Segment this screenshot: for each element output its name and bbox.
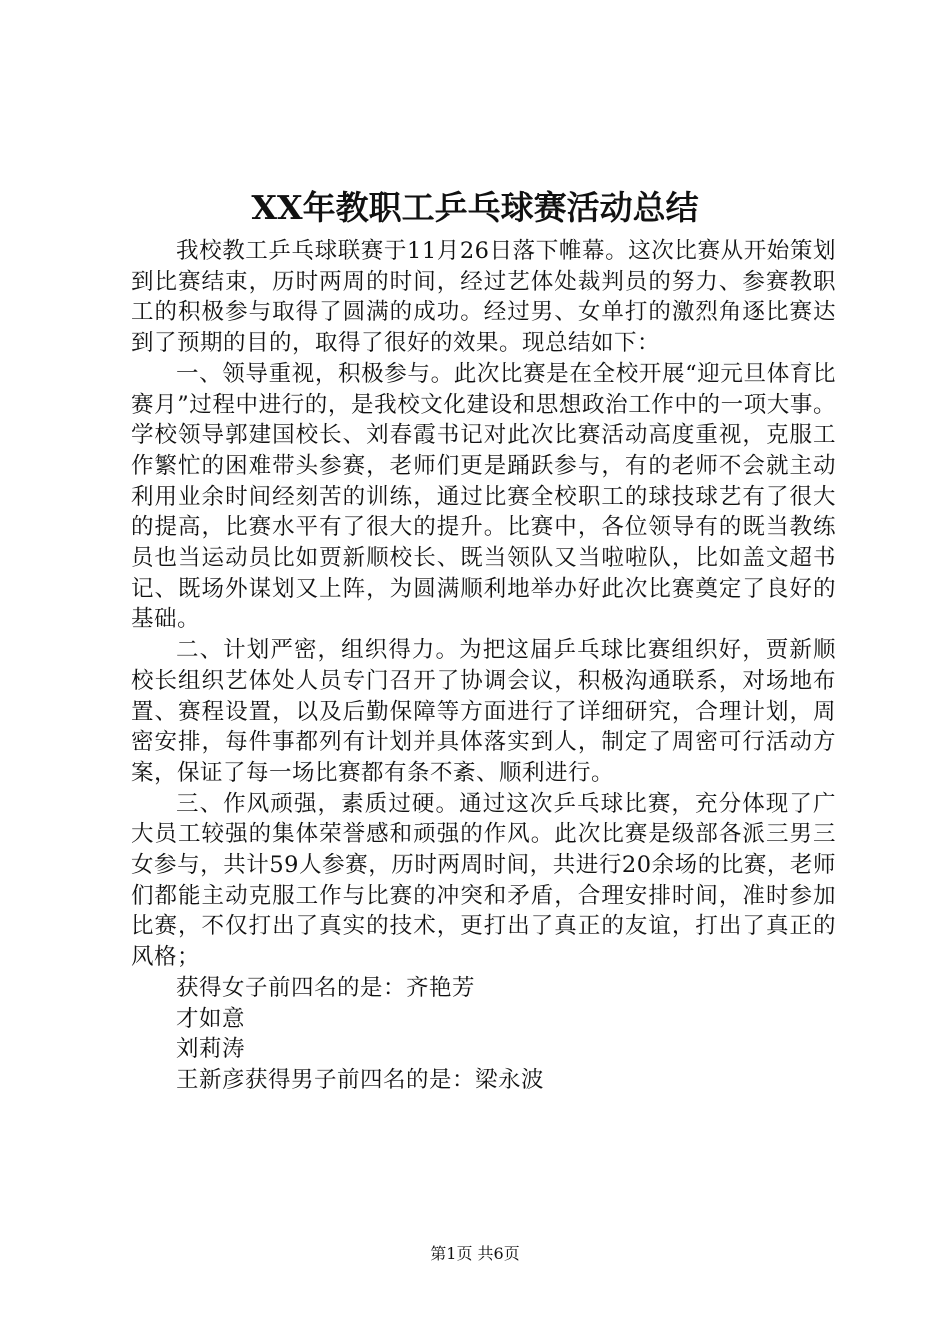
winners-men-line: 王新彦获得男子前四名的是：梁永波 — [176, 1066, 545, 1093]
document-title: XX年教职工乒乓球赛活动总结 — [251, 188, 699, 227]
winners-women-line: 获得女子前四名的是：齐艳芳 — [176, 974, 476, 1001]
winner-name-line: 刘莉涛 — [176, 1036, 246, 1063]
winner-name-line: 才如意 — [176, 1005, 246, 1032]
document-body — [131, 236, 836, 1096]
paragraph-style: 三、作风顽强，素质过硬。通过这次乒乓球比赛，充分体现了广大员工较强的集体荣誉感和顽强的作风。此次比赛是级部各派三男三女参与，共计59人参赛，历时两周时间，共进行20余场的比赛，老师们都能主动克服工作与比赛的冲突和矛盾，合理安排时间，准时参加比赛，不仅打出了真实的技术，更打出了真正的友谊，打出了真正的风格； — [131, 790, 836, 971]
paragraph-leadership: 一、领导重视，积极参与。此次比赛是在全校开展“迎元旦体育比赛月”过程中进行的，是我校文化建设和思想政治工作中的一项大事。学校领导郭建国校长、刘春霞书记对此次比赛活动高度重视，克服工作繁忙的困难带头参赛，老师们更是踊跃参与，有的老师不会就主动利用业余时间经刻苦的训练，通过比赛全校职工的球技球艺有了很大的提高，比赛水平有了很大的提升。比赛中，各位领导有的既当教练员也当运动员比如贾新顺校长、既当领队又当啦啦队，比如盖文超书记、既场外谋划又上阵，为圆满顺利地举办好此次比赛奠定了良好的基础。 — [131, 360, 836, 633]
paragraph-intro: 我校教工乒乓球联赛于11月26日落下帷幕。这次比赛从开始策划到比赛结束，历时两周的时间，经过艺体处裁判员的努力、参赛教职工的积极参与取得了圆满的成功。经过男、女单打的激烈角逐比赛达到了预期的目的，取得了很好的效果。现总结如下： — [131, 238, 836, 357]
paragraph-planning: 二、计划严密，组织得力。为把这届乒乓球比赛组织好，贾新顺校长组织艺体处人员专门召开了协调会议，积极沟通联系，对场地布置、赛程设置，以及后勤保障等方面进行了详细研究，合理计划，周密安排，每件事都列有计划并具体落实到人，制定了周密可行活动方案，保证了每一场比赛都有条不紊、顺利进行。 — [131, 637, 836, 786]
page-footer: 第1页 共6页 — [430, 1244, 520, 1263]
